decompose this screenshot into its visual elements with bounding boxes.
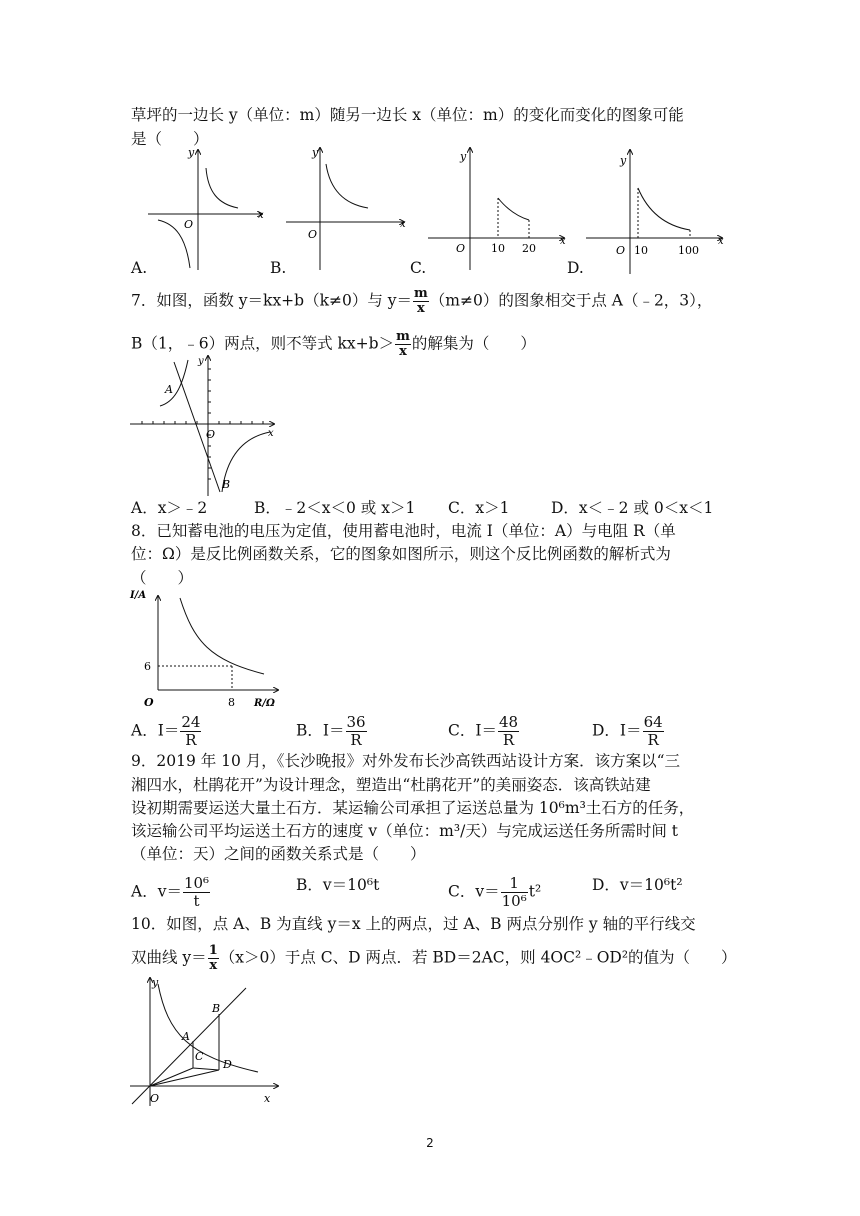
q9-option-c-frac bbox=[501, 875, 528, 910]
q7-option-b: B．﹣2＜x＜0 或 x＞1 bbox=[254, 499, 416, 517]
q8-option-d-num: 64 bbox=[643, 713, 663, 731]
q7-frac2-den: x bbox=[399, 344, 407, 359]
q7-text-line1 bbox=[131, 287, 712, 316]
svg-text:x: x bbox=[258, 210, 264, 221]
q8-option-c-prefix: C．I＝ bbox=[448, 721, 497, 740]
q9-option-a bbox=[131, 875, 211, 910]
svg-text:O: O bbox=[184, 218, 194, 231]
q9-option-b: B．v＝10⁶t bbox=[296, 876, 380, 894]
q6-option-b: B. bbox=[270, 259, 287, 277]
q6-graph-c-tick-20: 20 bbox=[522, 242, 536, 255]
q9-text-line2: 湘四水，杜鹃花开”为设计理念，塑造出“杜鹃花开”的美丽姿态．该高铁站建 bbox=[131, 776, 651, 794]
q8-text-line1: 8．已知蓄电池的电压为定值，使用蓄电池时，电流 I（单位：A）与电阻 R（单 bbox=[131, 522, 676, 540]
svg-text:O: O bbox=[616, 244, 626, 257]
q10-label-x: x bbox=[264, 1092, 271, 1105]
svg-text:y: y bbox=[620, 154, 627, 167]
svg-text:y: y bbox=[312, 146, 319, 159]
q10-label-a: A bbox=[182, 1030, 190, 1043]
q8-option-a-frac bbox=[180, 714, 201, 749]
q9-option-c-num: 1 bbox=[501, 875, 528, 893]
svg-text:y: y bbox=[460, 150, 467, 163]
q10-label-d: D bbox=[223, 1058, 232, 1071]
q7-line2-part2: 的解集为（ ） bbox=[411, 334, 536, 353]
q7-line1-part1: 7．如图，函数 y＝kx+b（k≠0）与 y＝ bbox=[131, 291, 413, 310]
q9-text-line5: （单位：天）之间的函数关系式是（ ） bbox=[131, 845, 426, 863]
svg-text:x: x bbox=[560, 236, 566, 247]
q6-graph-c bbox=[426, 142, 576, 272]
q8-option-a-num: 24 bbox=[181, 713, 201, 731]
svg-text:O: O bbox=[206, 428, 216, 441]
q7-graph bbox=[128, 352, 278, 497]
q10-text-line1: 10．如图，点 A、B 为直线 y＝x 上的两点，过 A、B 两点分别作 y 轴的平行线交 bbox=[131, 915, 696, 933]
q8-graph-xtick: 8 bbox=[228, 696, 235, 709]
q9-text-line1: 9．2019 年 10 月，《长沙晚报》对外发布长沙高铁西站设计方案．该方案以“三 bbox=[131, 752, 680, 770]
q7-frac2-num: m bbox=[396, 329, 410, 344]
svg-text:x: x bbox=[718, 236, 724, 247]
q6-option-c: C. bbox=[410, 259, 427, 277]
q6-text-line1: 草坪的一边长 y（单位：m）随另一边长 x（单位：m）的变化而变化的图象可能 bbox=[131, 106, 684, 124]
svg-text:x: x bbox=[268, 428, 274, 439]
q6-graph-d-tick-10: 10 bbox=[634, 244, 648, 257]
q9-text-line3: 设初期需要运送大量土石方．某运输公司承担了运送总量为 10⁶m³土石方的任务， bbox=[131, 799, 695, 817]
q9-option-a-den: t bbox=[193, 892, 200, 910]
page-number: 2 bbox=[426, 1136, 434, 1150]
q10-text-line2 bbox=[131, 944, 737, 973]
svg-text:O: O bbox=[308, 228, 318, 241]
q8-graph-ytick: 6 bbox=[144, 660, 151, 673]
q10-graph bbox=[128, 970, 288, 1110]
q9-option-c bbox=[448, 875, 541, 910]
q6-graph-b bbox=[282, 142, 412, 272]
q6-graph-c-tick-10: 10 bbox=[491, 242, 505, 255]
q8-option-b-frac bbox=[346, 714, 367, 749]
q10-label-c: C bbox=[195, 1050, 204, 1063]
q8-option-d-den: R bbox=[647, 731, 659, 749]
q9-option-a-prefix: A．v＝ bbox=[131, 882, 182, 901]
q8-option-c bbox=[448, 714, 520, 749]
q7-line2-part1: B（1，﹣6）两点，则不等式 kx+b＞ bbox=[131, 334, 395, 353]
svg-text:B: B bbox=[222, 478, 231, 491]
q7-option-c: C．x＞1 bbox=[448, 499, 510, 517]
q8-text-line2: 位：Ω）是反比例函数关系，它的图象如图所示，则这个反比例函数的解析式为 bbox=[131, 545, 671, 563]
svg-text:x: x bbox=[400, 219, 406, 230]
q8-graph-origin: O bbox=[144, 696, 154, 709]
q10-label-y: y bbox=[152, 976, 159, 989]
q7-frac1-num: m bbox=[414, 286, 428, 301]
q7-option-d: D．x＜﹣2 或 0＜x＜1 bbox=[551, 499, 714, 517]
q8-text-line3: （ ） bbox=[131, 569, 194, 587]
svg-text:O: O bbox=[456, 242, 466, 255]
q8-option-d bbox=[592, 714, 665, 749]
q6-text-line2: 是（ ） bbox=[131, 130, 209, 148]
q7-option-a: A．x＞﹣2 bbox=[131, 499, 208, 517]
q7-line1-part2: （m≠0）的图象相交于点 A（﹣2，3）， bbox=[429, 291, 713, 310]
q8-option-d-prefix: D．I＝ bbox=[592, 721, 642, 740]
q8-option-b-num: 36 bbox=[346, 713, 366, 731]
q8-option-c-den: R bbox=[502, 731, 515, 749]
q8-option-b-den: R bbox=[350, 731, 362, 749]
q8-option-c-frac bbox=[498, 714, 519, 749]
q9-option-c-den: 10⁶ bbox=[501, 892, 527, 910]
q10-line2-part1: 双曲线 y＝ bbox=[131, 948, 207, 967]
q7-frac-m-over-x bbox=[413, 287, 429, 316]
svg-text:y: y bbox=[188, 146, 195, 159]
q6-option-d: D. bbox=[567, 259, 584, 277]
svg-text:A: A bbox=[165, 383, 173, 396]
q8-graph bbox=[128, 586, 288, 711]
q8-option-b-prefix: B．I＝ bbox=[296, 721, 345, 740]
q9-option-a-num: 10⁶ bbox=[183, 874, 210, 892]
q9-option-c-prefix: C．v＝ bbox=[448, 882, 500, 901]
q8-option-c-num: 48 bbox=[498, 713, 519, 731]
q9-option-d: D．v＝10⁶t² bbox=[592, 876, 683, 894]
q9-text-line4: 该运输公司平均运送土石方的速度 v（单位：m³/天）与完成运送任务所需时间 t bbox=[131, 822, 678, 840]
q6-option-a: A. bbox=[131, 259, 148, 277]
q8-option-b bbox=[296, 714, 368, 749]
q7-frac2-m-over-x bbox=[395, 330, 411, 359]
q8-graph-ylabel: I/A bbox=[130, 590, 147, 601]
q10-frac-num: 1 bbox=[208, 943, 218, 958]
q6-graph-a bbox=[140, 142, 270, 272]
q8-graph-xlabel: R/Ω bbox=[254, 698, 275, 709]
q8-option-a-den: R bbox=[185, 731, 197, 749]
q7-frac1-den: x bbox=[417, 301, 425, 316]
q8-option-a-prefix: A．I＝ bbox=[131, 721, 180, 740]
q8-option-d-frac bbox=[643, 714, 664, 749]
q10-frac-den: x bbox=[209, 958, 218, 973]
svg-text:y: y bbox=[198, 356, 204, 367]
q10-label-b: B bbox=[212, 1002, 221, 1015]
q8-option-a bbox=[131, 714, 202, 749]
q10-label-o: O bbox=[150, 1092, 160, 1105]
q9-option-c-tail: t² bbox=[528, 882, 542, 901]
q9-option-a-frac bbox=[183, 875, 210, 910]
q6-graph-d bbox=[582, 142, 732, 277]
q10-line2-part2: （x＞0）于点 C、D 两点．若 BD＝2AC，则 4OC²﹣OD²的值为（ ） bbox=[219, 948, 737, 967]
q6-graph-d-tick-100: 100 bbox=[678, 244, 699, 257]
q10-frac-1-over-x bbox=[208, 944, 219, 973]
